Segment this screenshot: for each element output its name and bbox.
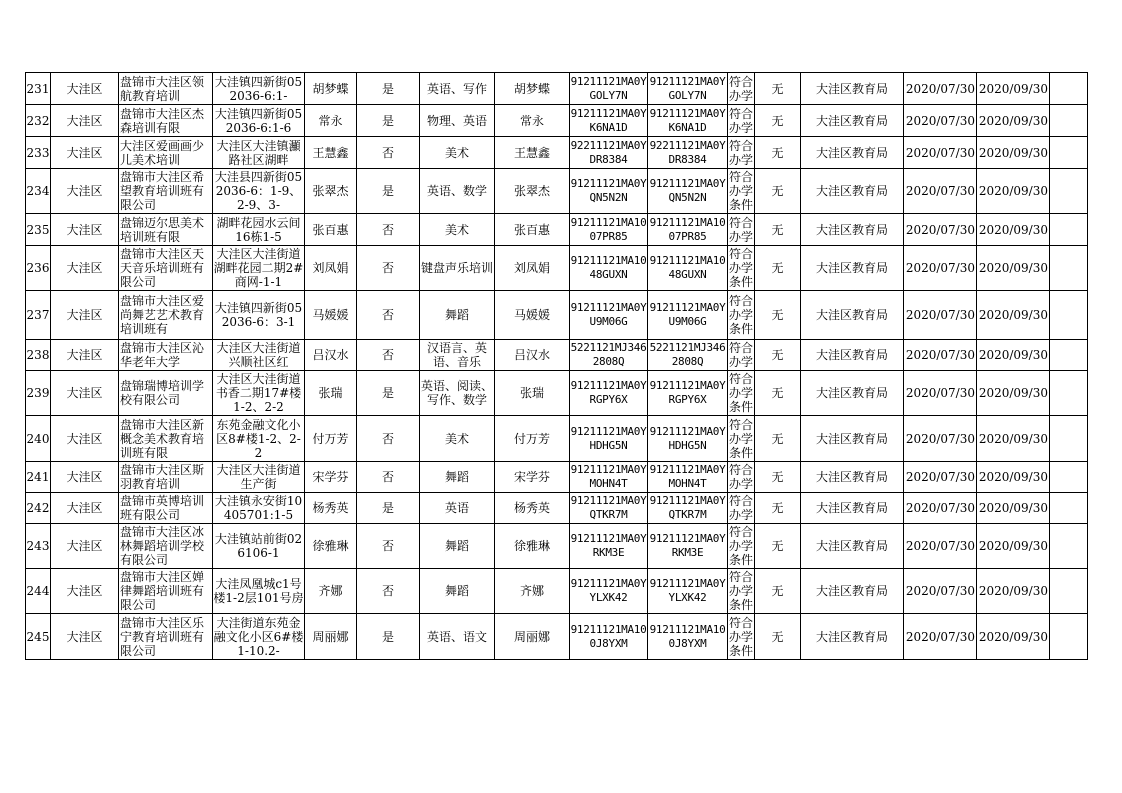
training-content-cell: 键盘声乐培训 — [420, 246, 495, 291]
legal-representative-cell: 刘凤娟 — [305, 246, 357, 291]
institution-name-cell: 盘锦市大洼区希望教育培训班有限公司 — [119, 169, 213, 214]
issue-cell: 无 — [755, 291, 801, 340]
department-cell: 大洼区教育局 — [801, 371, 904, 416]
registry-table — [25, 72, 1088, 660]
start-date-cell: 2020/07/30 — [904, 169, 977, 214]
license-code-cell: 92211121MA0YDR8384 — [648, 137, 728, 169]
address-cell: 大洼区大洼镇灦路社区湖畔 — [213, 137, 305, 169]
start-date-cell: 2020/07/30 — [904, 569, 977, 614]
table-row — [26, 246, 1088, 291]
start-date-cell: 2020/07/30 — [904, 105, 977, 137]
address-cell: 湖畔花园水云间16栋1-5 — [213, 214, 305, 246]
principal-cell: 张瑞 — [495, 371, 570, 416]
institution-name-cell: 盘锦迈尔思美术培训班有限 — [119, 214, 213, 246]
license-code-cell: 5221121MJ3462808Q — [648, 340, 728, 371]
row-number-cell: 239 — [26, 371, 51, 416]
legal-representative-cell: 张瑞 — [305, 371, 357, 416]
district-cell: 大洼区 — [51, 73, 119, 105]
end-date-cell: 2020/09/30 — [977, 569, 1050, 614]
table-body — [26, 73, 1088, 660]
status-cell: 符合办学条件 — [728, 570, 753, 612]
table-row — [26, 169, 1088, 214]
yes-no-cell: 否 — [357, 137, 420, 169]
institution-name-cell: 盘锦市大洼区杰森培训有限 — [119, 105, 213, 137]
district-cell: 大洼区 — [51, 214, 119, 246]
yes-no-cell: 否 — [357, 416, 420, 462]
row-number-cell: 243 — [26, 524, 51, 569]
issue-cell: 无 — [755, 340, 801, 371]
yes-no-cell: 否 — [357, 291, 420, 340]
address-cell: 大洼区大洼街道兴顺社区红 — [213, 340, 305, 371]
credit-code-cell: 91211121MA0YYLXK42 — [570, 569, 648, 614]
end-date-cell: 2020/09/30 — [977, 214, 1050, 246]
principal-cell: 宋学芬 — [495, 462, 570, 493]
department-cell: 大洼区教育局 — [801, 462, 904, 493]
address-cell: 大洼镇永安街10405701:1-5 — [213, 493, 305, 524]
issue-cell: 无 — [755, 371, 801, 416]
address-cell: 大洼镇四新街052036-6：3-1 — [213, 291, 305, 340]
start-date-cell: 2020/07/30 — [904, 214, 977, 246]
credit-code-cell: 91211121MA1007PR85 — [570, 214, 648, 246]
empty-cell — [1050, 105, 1088, 137]
license-code-cell: 91211121MA0YHDHG5N — [648, 416, 728, 462]
start-date-cell: 2020/07/30 — [904, 340, 977, 371]
district-cell: 大洼区 — [51, 137, 119, 169]
department-cell: 大洼区教育局 — [801, 105, 904, 137]
training-content-cell: 舞蹈 — [420, 462, 495, 493]
principal-cell: 王慧鑫 — [495, 137, 570, 169]
issue-cell: 无 — [755, 524, 801, 569]
address-cell: 大洼区大洼街道生产街 — [213, 462, 305, 493]
start-date-cell: 2020/07/30 — [904, 246, 977, 291]
address-cell: 大洼区大洼街道湖畔花园二期2#商网-1-1 — [213, 247, 304, 289]
empty-cell — [1050, 371, 1088, 416]
status-cell: 符合办学 — [728, 106, 753, 135]
row-number-cell: 232 — [26, 105, 51, 137]
district-cell: 大洼区 — [51, 291, 119, 340]
institution-name-cell: 盘锦市大洼区新概念美术教育培训班有限 — [119, 416, 213, 462]
row-number-cell: 245 — [26, 614, 51, 660]
principal-cell: 张百惠 — [495, 214, 570, 246]
license-code-cell: 91211121MA100J8YXM — [648, 614, 728, 660]
license-code-cell: 91211121MA0YK6NA1D — [648, 105, 728, 137]
license-code-cell: 91211121MA0YRKM3E — [648, 524, 728, 569]
license-code-cell: 91211121MA0YGOLY7N — [648, 73, 728, 105]
training-content-cell: 舞蹈 — [420, 569, 495, 614]
issue-cell: 无 — [755, 493, 801, 524]
institution-name-cell: 盘锦市大洼区天天音乐培训班有限公司 — [119, 246, 213, 291]
issue-cell: 无 — [755, 614, 801, 660]
principal-cell: 徐雅琳 — [495, 524, 570, 569]
legal-representative-cell: 周丽娜 — [305, 614, 357, 660]
training-content-cell: 英语、语文 — [420, 614, 495, 660]
row-number-cell: 234 — [26, 169, 51, 214]
issue-cell: 无 — [755, 73, 801, 105]
department-cell: 大洼区教育局 — [801, 569, 904, 614]
license-code-cell: 91211121MA0YQN5N2N — [648, 169, 728, 214]
department-cell: 大洼区教育局 — [801, 137, 904, 169]
district-cell: 大洼区 — [51, 493, 119, 524]
table-row — [26, 214, 1088, 246]
issue-cell: 无 — [755, 416, 801, 462]
start-date-cell: 2020/07/30 — [904, 416, 977, 462]
empty-cell — [1050, 340, 1088, 371]
end-date-cell: 2020/09/30 — [977, 291, 1050, 340]
department-cell: 大洼区教育局 — [801, 291, 904, 340]
credit-code-cell: 91211121MA0YQTKR7M — [570, 493, 648, 524]
status-cell: 符合办学条件 — [728, 291, 755, 340]
institution-name-cell: 盘锦市大洼区乐宁教育培训班有限公司 — [119, 614, 213, 660]
yes-no-cell: 是 — [357, 371, 420, 416]
institution-name-cell: 盘锦市大洼区婵律舞蹈培训班有限公司 — [119, 569, 213, 614]
yes-no-cell: 否 — [357, 569, 420, 614]
license-code-cell: 91211121MA0YU9M06G — [648, 291, 728, 340]
credit-code-cell: 92211121MA0YDR8384 — [570, 137, 648, 169]
license-code-cell: 91211121MA1007PR85 — [648, 214, 728, 246]
yes-no-cell: 是 — [357, 169, 420, 214]
end-date-cell: 2020/09/30 — [977, 105, 1050, 137]
issue-cell: 无 — [755, 105, 801, 137]
table-row — [26, 569, 1088, 614]
credit-code-cell: 91211121MA0YU9M06G — [570, 291, 648, 340]
institution-name-cell: 盘锦瑞博培训学校有限公司 — [119, 371, 213, 416]
start-date-cell: 2020/07/30 — [904, 137, 977, 169]
table-row — [26, 462, 1088, 493]
address-cell: 大洼镇站前街026106-1 — [213, 524, 305, 569]
address-cell: 大洼镇四新街052036-6:1- — [213, 73, 305, 105]
table-row — [26, 291, 1088, 340]
issue-cell: 无 — [755, 246, 801, 291]
district-cell: 大洼区 — [51, 524, 119, 569]
end-date-cell: 2020/09/30 — [977, 137, 1050, 169]
license-code-cell: 91211121MA0YYLXK42 — [648, 569, 728, 614]
end-date-cell: 2020/09/30 — [977, 246, 1050, 291]
end-date-cell: 2020/09/30 — [977, 493, 1050, 524]
training-content-cell: 美术 — [420, 416, 495, 462]
legal-representative-cell: 张翠杰 — [305, 169, 357, 214]
department-cell: 大洼区教育局 — [801, 169, 904, 214]
legal-representative-cell: 王慧鑫 — [305, 137, 357, 169]
address-cell: 东苑金融文化小区8#楼1-2、2-2 — [213, 416, 305, 462]
start-date-cell: 2020/07/30 — [904, 524, 977, 569]
district-cell: 大洼区 — [51, 371, 119, 416]
status-cell: 符合办学 — [728, 215, 753, 244]
row-number-cell: 244 — [26, 569, 51, 614]
empty-cell — [1050, 462, 1088, 493]
empty-cell — [1050, 137, 1088, 169]
institution-name-cell: 盘锦市大洼区领航教育培训 — [119, 73, 213, 105]
legal-representative-cell: 齐娜 — [305, 569, 357, 614]
department-cell: 大洼区教育局 — [801, 524, 904, 569]
status-cell: 符合办学条件 — [728, 417, 753, 460]
end-date-cell: 2020/09/30 — [977, 524, 1050, 569]
status-cell: 符合办学条件 — [728, 170, 753, 212]
credit-code-cell: 91211121MA0YGOLY7N — [570, 73, 648, 105]
yes-no-cell: 否 — [357, 340, 420, 371]
training-content-cell: 物理、英语 — [420, 105, 495, 137]
start-date-cell: 2020/07/30 — [904, 493, 977, 524]
training-content-cell: 英语 — [420, 493, 495, 524]
legal-representative-cell: 常永 — [305, 105, 357, 137]
end-date-cell: 2020/09/30 — [977, 462, 1050, 493]
status-cell: 符合办学条件 — [728, 525, 753, 567]
address-cell: 大洼街道东苑金融文化小区6#楼1-10.2- — [213, 615, 304, 658]
principal-cell: 张翠杰 — [495, 169, 570, 214]
yes-no-cell: 否 — [357, 462, 420, 493]
issue-cell: 无 — [755, 214, 801, 246]
principal-cell: 周丽娜 — [495, 614, 570, 660]
legal-representative-cell: 胡梦蝶 — [305, 73, 357, 105]
district-cell: 大洼区 — [51, 169, 119, 214]
training-content-cell: 舞蹈 — [420, 524, 495, 569]
yes-no-cell: 是 — [357, 105, 420, 137]
department-cell: 大洼区教育局 — [801, 416, 904, 462]
table-row — [26, 524, 1088, 569]
status-cell: 符合办学条件 — [728, 247, 753, 289]
issue-cell: 无 — [755, 569, 801, 614]
end-date-cell: 2020/09/30 — [977, 614, 1050, 660]
legal-representative-cell: 付万芳 — [305, 416, 357, 462]
principal-cell: 付万芳 — [495, 416, 570, 462]
department-cell: 大洼区教育局 — [801, 73, 904, 105]
legal-representative-cell: 吕汉水 — [305, 340, 357, 371]
table-row — [26, 614, 1088, 660]
yes-no-cell: 是 — [357, 73, 420, 105]
institution-name-cell: 盘锦市大洼区冰林舞蹈培训学校有限公司 — [119, 524, 213, 569]
table-row — [26, 137, 1088, 169]
legal-representative-cell: 张百惠 — [305, 214, 357, 246]
yes-no-cell: 是 — [357, 614, 420, 660]
district-cell: 大洼区 — [51, 105, 119, 137]
training-content-cell: 舞蹈 — [420, 291, 495, 340]
status-cell: 符合办学条件 — [728, 372, 753, 414]
credit-code-cell: 5221121MJ3462808Q — [570, 340, 648, 371]
start-date-cell: 2020/07/30 — [904, 291, 977, 340]
principal-cell: 杨秀英 — [495, 493, 570, 524]
license-code-cell: 91211121MA0YRGPY6X — [648, 371, 728, 416]
credit-code-cell: 91211121MA0YRGPY6X — [570, 371, 648, 416]
yes-no-cell: 是 — [357, 493, 420, 524]
empty-cell — [1050, 214, 1088, 246]
training-content-cell: 英语、写作 — [420, 73, 495, 105]
end-date-cell: 2020/09/30 — [977, 371, 1050, 416]
training-content-cell: 英语、数学 — [420, 169, 495, 214]
row-number-cell: 231 — [26, 73, 51, 105]
status-cell: 符合办学 — [728, 494, 753, 522]
principal-cell: 马媛媛 — [495, 291, 570, 340]
end-date-cell: 2020/09/30 — [977, 169, 1050, 214]
district-cell: 大洼区 — [51, 246, 119, 291]
empty-cell — [1050, 569, 1088, 614]
table-row — [26, 340, 1088, 371]
department-cell: 大洼区教育局 — [801, 246, 904, 291]
empty-cell — [1050, 524, 1088, 569]
training-content-cell: 汉语言、英语、音乐 — [420, 340, 495, 371]
license-code-cell: 91211121MA0YQTKR7M — [648, 493, 728, 524]
credit-code-cell: 91211121MA0YQN5N2N — [570, 169, 648, 214]
address-cell: 大洼凤凰城c1号楼1-2层101号房 — [213, 569, 305, 614]
status-cell: 符合办学 — [728, 463, 753, 491]
district-cell: 大洼区 — [51, 569, 119, 614]
start-date-cell: 2020/07/30 — [904, 73, 977, 105]
principal-cell: 胡梦蝶 — [495, 73, 570, 105]
start-date-cell: 2020/07/30 — [904, 462, 977, 493]
address-cell: 大洼镇四新街052036-6:1-6 — [213, 105, 305, 137]
row-number-cell: 237 — [26, 291, 51, 340]
credit-code-cell: 91211121MA0YK6NA1D — [570, 105, 648, 137]
status-cell: 符合办学 — [728, 74, 753, 103]
principal-cell: 齐娜 — [495, 569, 570, 614]
start-date-cell: 2020/07/30 — [904, 371, 977, 416]
status-cell: 符合办学 — [728, 138, 753, 167]
issue-cell: 无 — [755, 169, 801, 214]
row-number-cell: 236 — [26, 246, 51, 291]
institution-name-cell: 大洼区爱画画少儿美术培训 — [119, 137, 213, 169]
empty-cell — [1050, 169, 1088, 214]
status-cell: 符合办学条件 — [728, 615, 753, 658]
training-content-cell: 英语、阅读、写作、数学 — [420, 371, 495, 416]
end-date-cell: 2020/09/30 — [977, 73, 1050, 105]
table-row — [26, 416, 1088, 462]
department-cell: 大洼区教育局 — [801, 340, 904, 371]
empty-cell — [1050, 291, 1088, 340]
end-date-cell: 2020/09/30 — [977, 340, 1050, 371]
table-row — [26, 371, 1088, 416]
row-number-cell: 240 — [26, 416, 51, 462]
issue-cell: 无 — [755, 137, 801, 169]
legal-representative-cell: 宋学芬 — [305, 462, 357, 493]
district-cell: 大洼区 — [51, 340, 119, 371]
end-date-cell: 2020/09/30 — [977, 416, 1050, 462]
table-row — [26, 73, 1088, 105]
row-number-cell: 235 — [26, 214, 51, 246]
table-row — [26, 105, 1088, 137]
department-cell: 大洼区教育局 — [801, 214, 904, 246]
principal-cell: 吕汉水 — [495, 340, 570, 371]
status-cell: 符合办学 — [728, 341, 753, 369]
empty-cell — [1050, 73, 1088, 105]
empty-cell — [1050, 493, 1088, 524]
institution-name-cell: 盘锦市大洼区沁华老年大学 — [119, 340, 213, 371]
credit-code-cell: 91211121MA0YMOHN4T — [570, 462, 648, 493]
institution-name-cell: 盘锦市大洼区爱尚舞艺艺术教育培训班有 — [119, 291, 213, 340]
training-content-cell: 美术 — [420, 137, 495, 169]
address-cell: 大洼区大洼街道书香二期17#楼1-2、2-2 — [213, 371, 305, 416]
credit-code-cell: 91211121MA0YRKM3E — [570, 524, 648, 569]
department-cell: 大洼区教育局 — [801, 493, 904, 524]
legal-representative-cell: 马媛媛 — [305, 291, 357, 340]
institution-name-cell: 盘锦市大洼区斯羽教育培训 — [119, 462, 213, 493]
empty-cell — [1050, 246, 1088, 291]
district-cell: 大洼区 — [51, 462, 119, 493]
credit-code-cell: 91211121MA0YHDHG5N — [570, 416, 648, 462]
district-cell: 大洼区 — [51, 416, 119, 462]
row-number-cell: 238 — [26, 340, 51, 371]
credit-code-cell: 91211121MA100J8YXM — [570, 614, 648, 660]
legal-representative-cell: 杨秀英 — [305, 493, 357, 524]
yes-no-cell: 否 — [357, 246, 420, 291]
credit-code-cell: 91211121MA1048GUXN — [570, 246, 648, 291]
institution-name-cell: 盘锦市英博培训班有限公司 — [119, 493, 213, 524]
empty-cell — [1050, 416, 1088, 462]
issue-cell: 无 — [755, 462, 801, 493]
training-content-cell: 美术 — [420, 214, 495, 246]
row-number-cell: 241 — [26, 462, 51, 493]
license-code-cell: 91211121MA0YMOHN4T — [648, 462, 728, 493]
address-cell: 大洼县四新街052036-6：1-9、2-9、3- — [213, 169, 305, 214]
empty-cell — [1050, 614, 1088, 660]
legal-representative-cell: 徐雅琳 — [305, 524, 357, 569]
row-number-cell: 242 — [26, 493, 51, 524]
yes-no-cell: 否 — [357, 524, 420, 569]
principal-cell: 常永 — [495, 105, 570, 137]
table-row — [26, 493, 1088, 524]
yes-no-cell: 否 — [357, 214, 420, 246]
start-date-cell: 2020/07/30 — [904, 614, 977, 660]
district-cell: 大洼区 — [51, 614, 119, 660]
license-code-cell: 91211121MA1048GUXN — [648, 246, 728, 291]
department-cell: 大洼区教育局 — [801, 614, 904, 660]
principal-cell: 刘凤娟 — [495, 246, 570, 291]
row-number-cell: 233 — [26, 137, 51, 169]
